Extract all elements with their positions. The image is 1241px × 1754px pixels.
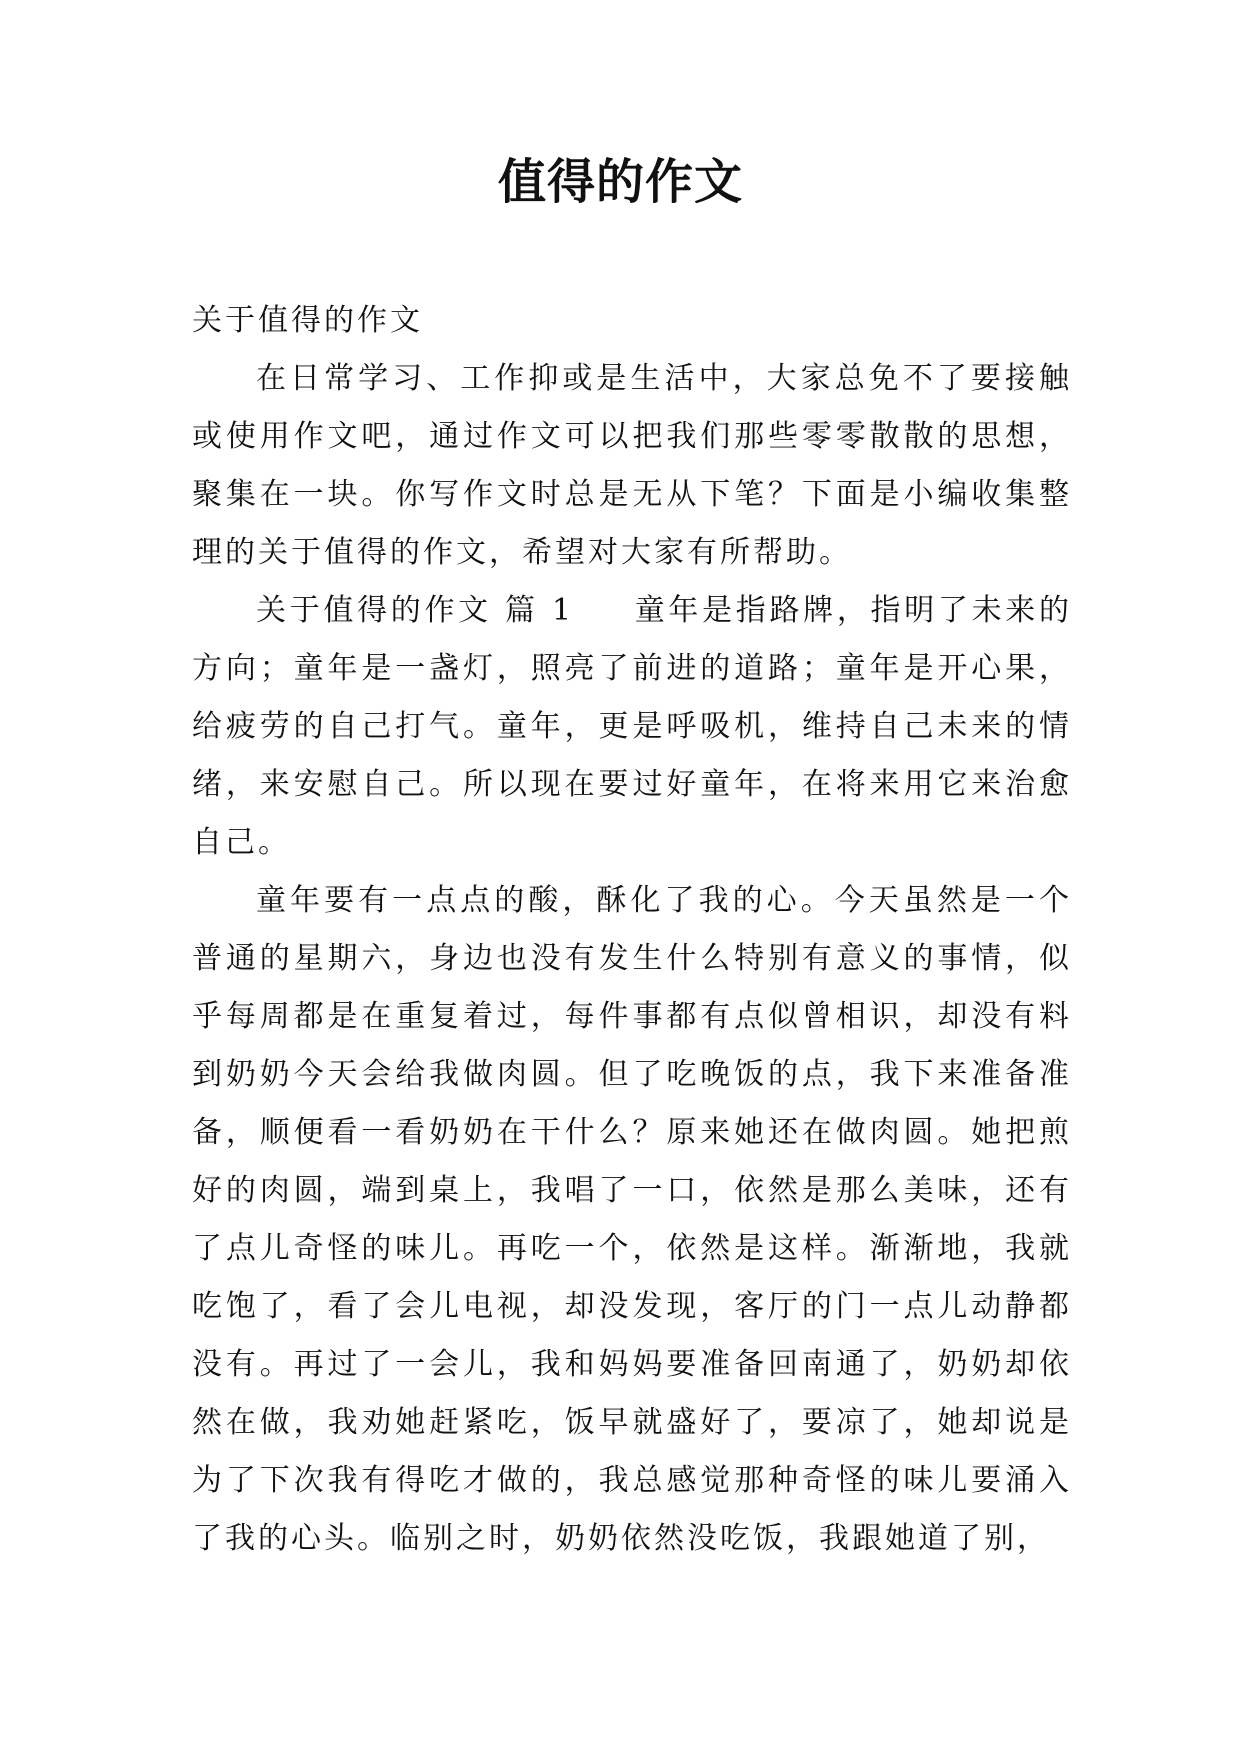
section-1-text: 童年是指路牌，指明了未来的方向；童年是一盏灯，照亮了前进的道路；童年是开心果，给疲劳的自己打气。童年，更是呼吸机，维持自己未来的情绪，来安慰自己。所以现在要过好童年，在将来用它来治愈自己。 <box>192 593 1072 860</box>
document-title: 值得的作文 <box>497 154 743 210</box>
document-body <box>192 292 1072 1568</box>
intro-paragraph: 在日常学习、工作抑或是生活中，大家总免不了要接触或使用作文吧，通过作文可以把我们那些零零散散的思想，聚集在一块。你写作文时总是无从下笔？下面是小编收集整理的关于值得的作文，希望对大家有所帮助。 <box>192 361 1072 570</box>
section-2-paragraph: 童年要有一点点的酸，酥化了我的心。今天虽然是一个普通的星期六，身边也没有发生什么特别有意义的事情，似乎每周都是在重复着过，每件事都有点似曾相识，却没有料到奶奶今天会给我做肉圆。但了吃晚饭的点，我下来准备准备，顺便看一看奶奶在干什么？原来她还在做肉圆。她把煎好的肉圆，端到桌上，我唱了一口，依然是那么美味，还有了点儿奇怪的味儿。再吃一个，依然是这样。渐渐地，我就吃饱了，看了会儿电视，却没发现，客厅的门一点儿动静都没有。再过了一会儿，我和妈妈要准备回南通了，奶奶却依然在做，我劝她赶紧吃，饭早就盛好了，要凉了，她却说是为了下次我有得吃才做的，我总感觉那种奇怪的味儿要涌入了我的心头。临别之时，奶奶依然没吃饭，我跟她道了别， <box>192 883 1072 1556</box>
section-heading: 关于值得的作文 篇 1 <box>256 593 575 628</box>
document-subtitle: 关于值得的作文 <box>192 303 423 338</box>
section-1-paragraph <box>192 582 1072 872</box>
